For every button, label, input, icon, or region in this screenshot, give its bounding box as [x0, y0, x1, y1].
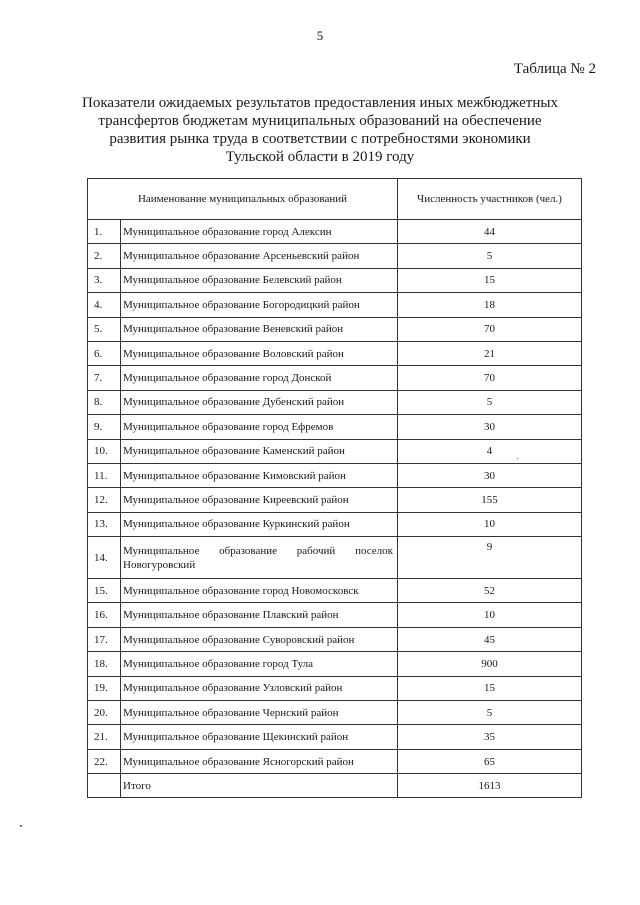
participant-count: 44 [398, 220, 582, 244]
row-number: 4. [88, 293, 121, 317]
participant-count: 5 [398, 244, 582, 268]
participant-count: 900 [398, 652, 582, 676]
municipality-name: Муниципальное образование Куркинский район [121, 512, 398, 536]
table-row [88, 749, 582, 773]
row-number: 19. [88, 676, 121, 700]
participant-count: 30 [398, 415, 582, 439]
title-line: Показатели ожидаемых результатов предоставления иных межбюджетных [82, 95, 558, 111]
participant-count: 5 [398, 701, 582, 725]
table-row [88, 366, 582, 390]
table-row [88, 390, 582, 414]
header-participant-count: Численность участников (чел.) [398, 179, 582, 220]
participant-count: 70 [398, 317, 582, 341]
participant-count: 10 [398, 512, 582, 536]
scan-speck [20, 825, 22, 827]
municipality-name: Муниципальное образование Веневский район [121, 317, 398, 341]
municipality-name: Муниципальное образование город Новомосковск [121, 579, 398, 603]
participant-count: 70 [398, 366, 582, 390]
table-body [88, 220, 582, 798]
table-row [88, 268, 582, 292]
table-row [88, 701, 582, 725]
participant-count: 155 [398, 488, 582, 512]
municipality-name: Муниципальное образование Узловский район [121, 676, 398, 700]
municipality-name: Муниципальное образование Богородицкий район [121, 293, 398, 317]
total-number-cell [88, 774, 121, 798]
participant-count: 9 [398, 537, 582, 579]
participant-count: 65 [398, 749, 582, 773]
row-number: 22. [88, 749, 121, 773]
participant-count: 35 [398, 725, 582, 749]
row-number: 14. [88, 537, 121, 579]
municipality-name: Муниципальное образование город Алексин [121, 220, 398, 244]
participant-count: 52 [398, 579, 582, 603]
participant-count: 4 [398, 439, 582, 463]
row-number: 10. [88, 439, 121, 463]
table-header-row [88, 179, 582, 220]
row-number: 21. [88, 725, 121, 749]
title-line: Тульской области в 2019 году [225, 149, 415, 165]
municipality-name: Муниципальное образование город Тула [121, 652, 398, 676]
table-row [88, 652, 582, 676]
table-row [88, 220, 582, 244]
row-number: 17. [88, 627, 121, 651]
table-row [88, 512, 582, 536]
row-number: 6. [88, 341, 121, 365]
row-number: 15. [88, 579, 121, 603]
table-row [88, 627, 582, 651]
table-row [88, 603, 582, 627]
municipality-name: Муниципальное образование Плавский район [121, 603, 398, 627]
row-number: 9. [88, 415, 121, 439]
municipality-name: Муниципальное образование Дубенский район [121, 390, 398, 414]
participant-count: 30 [398, 463, 582, 487]
table-row [88, 244, 582, 268]
table-row [88, 537, 582, 579]
row-number: 12. [88, 488, 121, 512]
row-number: 18. [88, 652, 121, 676]
row-number: 8. [88, 390, 121, 414]
table-row [88, 579, 582, 603]
municipality-name: Муниципальное образование город Донской [121, 366, 398, 390]
document-title [60, 94, 580, 166]
table-row [88, 463, 582, 487]
table-label: Таблица № 2 [513, 61, 596, 77]
municipality-name: Муниципальное образование Арсеньевский район [121, 244, 398, 268]
participant-count: 21 [398, 341, 582, 365]
total-label: Итого [121, 774, 398, 798]
participant-count: 15 [398, 676, 582, 700]
page-number: 5 [316, 28, 324, 43]
row-number: 1. [88, 220, 121, 244]
participant-count: 15 [398, 268, 582, 292]
municipality-name: Муниципальное образование Киреевский район [121, 488, 398, 512]
participant-count: 18 [398, 293, 582, 317]
table-row [88, 725, 582, 749]
municipality-name: Муниципальное образование Щекинский район [121, 725, 398, 749]
participant-count: 5 [398, 390, 582, 414]
participants-table [87, 178, 582, 798]
table-row [88, 488, 582, 512]
table-row [88, 293, 582, 317]
table-row [88, 676, 582, 700]
table-row [88, 439, 582, 463]
municipality-name: Муниципальное образование Каменский район [121, 439, 398, 463]
participant-count: 45 [398, 627, 582, 651]
municipality-name: Муниципальное образование город Ефремов [121, 415, 398, 439]
table-row [88, 341, 582, 365]
row-number: 7. [88, 366, 121, 390]
municipality-name: Муниципальное образование Кимовский район [121, 463, 398, 487]
total-count: 1613 [398, 774, 582, 798]
row-number: 2. [88, 244, 121, 268]
row-number: 13. [88, 512, 121, 536]
total-row [88, 774, 582, 798]
scan-speck [517, 458, 518, 459]
title-line: трансфертов бюджетам муниципальных образований на обеспечение [98, 113, 542, 129]
municipality-name: Муниципальное образование Чернский район [121, 701, 398, 725]
municipality-name: Муниципальное образование Воловский район [121, 341, 398, 365]
municipality-name: Муниципальное образование Ясногорский район [121, 749, 398, 773]
municipality-name: Муниципальное образование Белевский район [121, 268, 398, 292]
row-number: 5. [88, 317, 121, 341]
row-number: 11. [88, 463, 121, 487]
municipality-name: Муниципальное образование рабочий поселок Новогуровский [121, 537, 398, 579]
row-number: 16. [88, 603, 121, 627]
municipality-name: Муниципальное образование Суворовский район [121, 627, 398, 651]
table-row [88, 415, 582, 439]
participant-count: 10 [398, 603, 582, 627]
header-municipality: Наименование муниципальных образований [88, 179, 398, 220]
table-row [88, 317, 582, 341]
row-number: 3. [88, 268, 121, 292]
title-line: развития рынка труда в соответствии с потребностями экономики [109, 131, 531, 147]
row-number: 20. [88, 701, 121, 725]
